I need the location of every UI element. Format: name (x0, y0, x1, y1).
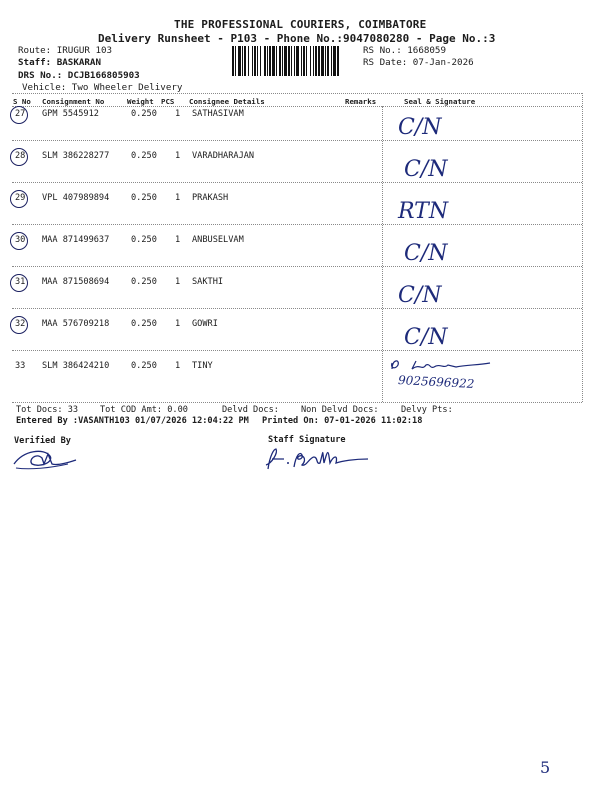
row-delivery-mark: C/N (404, 325, 448, 350)
entered-by: Entered By :VASANTH103 01/07/2026 12:04:22 PM (16, 416, 249, 426)
drs-number: DRS No.: DCJB166805903 (18, 70, 140, 81)
page-mark: 5 (540, 758, 551, 777)
header-top-rule (12, 93, 582, 94)
right-border (582, 93, 583, 402)
row-consignment-no: SLM 386424210 (42, 361, 110, 371)
col-sno: S No (13, 97, 31, 106)
seal-column-divider (382, 106, 383, 402)
receiver-signature-icon (386, 357, 496, 373)
row-consignment-no: MAA 871499637 (42, 235, 110, 245)
company-title: THE PROFESSIONAL COURIERS, COIMBATORE (174, 18, 427, 31)
col-pcs: PCS (161, 97, 175, 106)
row-separator (12, 308, 582, 309)
row-consignment-no: GPM 5545912 (42, 109, 99, 119)
row-delivery-mark: C/N (398, 283, 442, 308)
table-bottom-rule (12, 402, 582, 403)
col-weight: Weight (127, 97, 154, 106)
row-separator (12, 266, 582, 267)
delvy-pts: Delvy Pts: (401, 405, 453, 415)
row-weight: 0.250 (131, 361, 157, 371)
col-consignee: Consignee Details (189, 97, 265, 106)
row-sno: 29 (15, 193, 26, 203)
row-pcs: 1 (175, 235, 181, 245)
row-separator (12, 140, 582, 141)
row-pcs: 1 (175, 361, 181, 371)
row-consignment-no: MAA 576709218 (42, 319, 110, 329)
vehicle-label: Vehicle: Two Wheeler Delivery (22, 82, 183, 93)
row-weight: 0.250 (131, 151, 157, 161)
staff-signature-label: Staff Signature (268, 435, 346, 445)
row-consignment-no: SLM 386228277 (42, 151, 110, 161)
row-pcs: 1 (175, 193, 181, 203)
row-consignee-name: ANBUSELVAM (192, 235, 244, 245)
row-weight: 0.250 (131, 193, 157, 203)
col-seal-signature: Seal & Signature (404, 97, 476, 106)
row-separator (12, 182, 582, 183)
staff-signature-icon (262, 445, 372, 473)
row-weight: 0.250 (131, 277, 157, 287)
verified-signature-icon (10, 446, 80, 472)
row-pcs: 1 (175, 277, 181, 287)
row-delivery-mark: C/N (404, 241, 448, 266)
row-sno: 28 (15, 151, 26, 161)
receiver-phone: 9025696922 (397, 373, 475, 391)
row-delivery-mark: C/N (398, 115, 442, 140)
row-weight: 0.250 (131, 109, 157, 119)
row-consignee-name: SATHASIVAM (192, 109, 244, 119)
row-sno: 27 (15, 109, 26, 119)
row-delivery-mark: RTN (398, 199, 449, 224)
row-consignee-name: VARADHARAJAN (192, 151, 255, 161)
row-consignment-no: MAA 871508694 (42, 277, 110, 287)
rs-date: RS Date: 07-Jan-2026 (363, 57, 474, 68)
row-separator (12, 224, 582, 225)
row-consignee-name: PRAKASH (192, 193, 229, 203)
rs-number: RS No.: 1668059 (363, 45, 446, 56)
runsheet-subtitle: Delivery Runsheet - P103 - Phone No.:9047080280 - Page No.:3 (98, 32, 496, 45)
row-separator (12, 350, 582, 351)
staff-label: Staff: BASKARAN (18, 57, 101, 68)
printed-on: Printed On: 07-01-2026 11:02:18 (262, 416, 423, 426)
row-sno: 33 (15, 361, 26, 371)
row-weight: 0.250 (131, 235, 157, 245)
tot-docs: Tot Docs: 33 (16, 405, 79, 415)
route-label: Route: IRUGUR 103 (18, 45, 113, 56)
row-consignee-name: TINY (192, 361, 213, 371)
col-remarks: Remarks (345, 97, 377, 106)
row-delivery-mark: C/N (404, 157, 448, 182)
tot-cod-amt: Tot COD Amt: 0.00 (100, 405, 188, 415)
row-pcs: 1 (175, 109, 181, 119)
verified-by-label: Verified By (14, 436, 71, 446)
delvd-docs: Delvd Docs: (222, 405, 279, 415)
col-consignment: Consignment No (42, 97, 105, 106)
row-weight: 0.250 (131, 319, 157, 329)
row-sno: 31 (15, 277, 26, 287)
header-bottom-rule (12, 106, 582, 107)
row-sno: 32 (15, 319, 26, 329)
row-consignee-name: SAKTHI (192, 277, 224, 287)
row-consignment-no: VPL 407989894 (42, 193, 110, 203)
row-sno: 30 (15, 235, 26, 245)
barcode (232, 46, 360, 76)
row-pcs: 1 (175, 319, 181, 329)
non-delvd-docs: Non Delvd Docs: (301, 405, 379, 415)
row-pcs: 1 (175, 151, 181, 161)
row-consignee-name: GOWRI (192, 319, 218, 329)
